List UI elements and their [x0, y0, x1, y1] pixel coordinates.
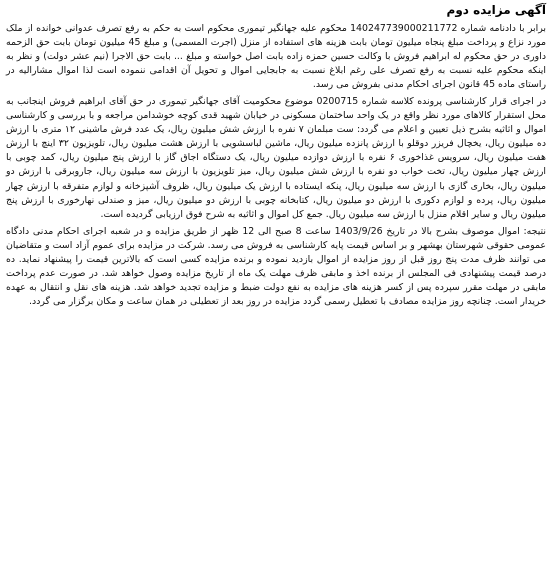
notice-title: آگهی مزایده دوم	[446, 3, 546, 17]
notice-paragraph-judgment: برابر با دادنامه شماره 140247739000211772 محکوم علیه جهانگیر تیموری محکوم است به حکم به رفع تصرف عدوانی خوانده از ملک مورد نزاع و پرداخت مبلغ پنجاه میلیون تومان بابت هزینه های استفاده از منزل (اجرت المسمی) و مبلغ 45 میلیون تومان بابت حق الزحمه داوری در حق محکوم له ابراهیم فروش با وکالت حسین حمزه زاده بابت اصل خواسته و مبلغ ... بابت حق الاجرا (نیم عشر دولت) و نظر به اینکه محکوم علیه نسبت به رفع تصرف علی رغم ابلاغ نسبت به جابجایی اموال و تحویل آن اقدامی ننموده است لذا اموال مشارالیه در راستای ماده 45 قانون اجرای احکام مدنی بفروش می رسد.	[6, 23, 547, 91]
notice-paragraph-conditions: نتیجه: اموال موصوف بشرح بالا در تاریخ 1403/9/26 ساعت 8 صبح الی 12 ظهر از طریق مزایده و در شعبه اجرای احکام مدنی دادگاه عمومی حقوقی شهرستان بهشهر و بر اساس قیمت پایه کارشناسی به فروش می رسد. شرکت در مزایده برای عموم آزاد است و متقاضیان می توانند ظرف مدت پنج روز قبل از روز مزایده از اموال بازدید نموده و برنده مزایده کسی است که بالاترین قیمت را پیشنهاد نماید. ده درصد قیمت پیشنهادی فی المجلس از برنده اخذ و مابقی ظرف مهلت یک ماه از تاریخ مزایده وصول خواهد شد. در صورت عدم پرداخت مابقی در مهلت مقرر سپرده پس از کسر هزینه های مزایده به نفع دولت ضبط و مزایده تجدید خواهد شد. هزینه های نقل و انتقال به عهده خریدار است. چنانچه روز مزایده مصادف با تعطیل رسمی گردد مزایده در روز بعد از تعطیلی در همان ساعت و مکان برگزار می گردد.	[6, 225, 546, 307]
notice-paragraph-appraisal: در اجرای قرار کارشناسی پرونده کلاسه شماره 0200715 موضوع محکومیت آقای جهانگیر تیموری در حق آقای ابراهیم فروش اینجانب به محل استقرار کالاهای مورد نظر واقع در یک واحد ساختمان مسکونی در خیابان شهید قدی کوچه خوشدامن مراجعه و با بررسی و کارشناسی اموال و اثاثیه بشرح ذیل تعیین و اعلام می گردد: ست مبلمان ۷ نفره با ارزش شش میلیون ریال، یک عدد فرش ماشینی ۱۲ متری با ارزش ده میلیون ریال، یخچال فریزر دوقلو با ارزش پانزده میلیون ریال، ماشین لباسشویی با ارزش هشت میلیون ریال، تلویزیون ۳۲ اینچ با ارزش هفت میلیون ریال، سرویس غذاخوری ۶ نفره با ارزش دوازده میلیون ریال، یک دستگاه اجاق گاز با ارزش پنج میلیون ریال، کمد چوبی با ارزش چهار میلیون ریال، تخت خواب دو نفره با ارزش شش میلیون ریال، میز تلویزیون با ارزش سه میلیون ریال، جاروبرقی با ارزش دو میلیون ریال، بخاری گازی با ارزش سه میلیون ریال، پنکه ایستاده با ارزش یک میلیون ریال، ظروف آشپزخانه و لوازم متفرقه با ارزش چهار میلیون ریال، پرده و لوازم دکوری با ارزش دو میلیون ریال، کتابخانه چوبی با ارزش دو میلیون ریال، میز و صندلی نهارخوری با ارزش پنج میلیون ریال و سایر اقلام منزل با ارزش سه میلیون ریال. جمع کل اموال و اثاثیه به شرح فوق ارزیابی گردیده است.	[6, 96, 546, 220]
